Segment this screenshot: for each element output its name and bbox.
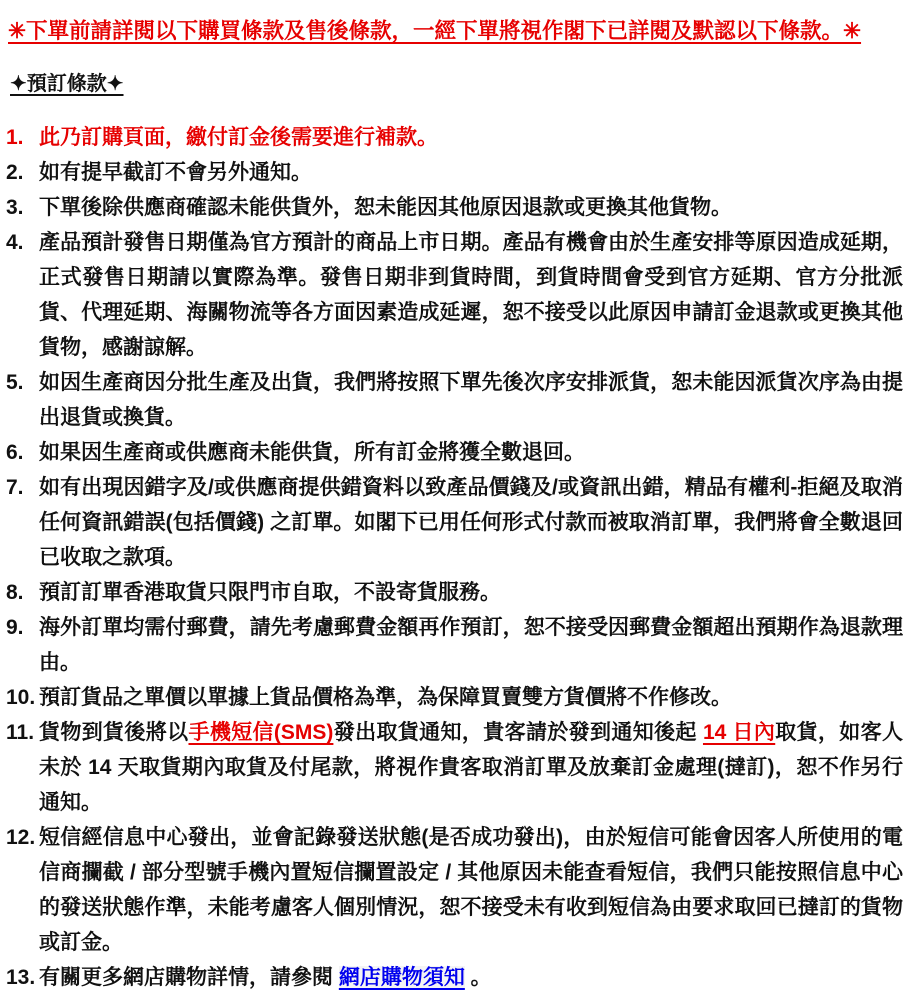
term-number: 1. xyxy=(6,126,24,149)
preorder-terms-title: ✦預訂條款✦ xyxy=(10,73,124,95)
term-text-segment: 產品預計發售日期僅為官方預計的商品上市日期。產品有機會由於生產安排等原因造成延期，正式發售日期請以實際為準。發售日期非到貨時間，到貨時間會受到官方延期、官方分批派貨、代理延期、海關物流等各方面因素造成延遲，恕不接受以此原因申請訂金退款或更換其他貨物，感謝諒解。 xyxy=(39,231,903,359)
term-number: 8. xyxy=(6,581,24,604)
term-text xyxy=(39,820,905,960)
term-item xyxy=(6,190,905,225)
term-text-segment: 預訂貨品之單價以單據上貨品價格為準，為保障買賣雙方貨價將不作修改。 xyxy=(39,686,732,709)
term-item xyxy=(6,470,905,575)
term-number: 10. xyxy=(6,686,36,709)
term-text-segment: 如有提早截訂不會另外通知。 xyxy=(39,161,312,184)
terms-document xyxy=(6,16,905,995)
term-item xyxy=(6,820,905,960)
term-text xyxy=(39,960,905,995)
term-number: 6. xyxy=(6,441,24,464)
term-text-segment: 如有出現因錯字及/或供應商提供錯資料以致產品價錢及/或資訊出錯，精品有權利-拒絕及取消任何資訊錯誤(包括價錢) 之訂單。如閣下已用任何形式付款而被取消訂單，我們將會全數退回已收取之款項。 xyxy=(39,476,903,569)
term-number: 2. xyxy=(6,161,24,184)
term-text-segment: 貨物到貨後將以 xyxy=(39,721,189,744)
term-item xyxy=(6,960,905,995)
deposit-notice-text: 此乃訂購頁面，繳付訂金後需要進行補款。 xyxy=(39,126,438,149)
term-number: 3. xyxy=(6,196,24,219)
term-number: 9. xyxy=(6,616,24,639)
term-item xyxy=(6,610,905,680)
term-text-segment: 如果因生產商或供應商未能供貨，所有訂金將獲全數退回。 xyxy=(39,441,585,464)
term-item xyxy=(6,435,905,470)
term-item xyxy=(6,575,905,610)
term-text xyxy=(39,470,905,575)
term-text xyxy=(39,680,905,715)
term-text xyxy=(39,575,905,610)
term-text xyxy=(39,190,905,225)
term-text xyxy=(39,715,905,820)
term-text xyxy=(39,365,905,435)
sms-highlight: 手機短信(SMS) xyxy=(188,721,334,744)
purchase-notice-header: ✳下單前請詳閱以下購買條款及售後條款，一經下單將視作閣下已詳閱及默認以下條款。✳ xyxy=(8,19,862,43)
term-number: 7. xyxy=(6,476,24,499)
term-number: 4. xyxy=(6,231,24,254)
term-text-segment: 發出取貨通知，貴客請於發到通知後起 xyxy=(333,721,703,744)
term-number: 11. xyxy=(6,721,35,744)
term-text xyxy=(39,435,905,470)
terms-list xyxy=(6,120,905,995)
shop-guide-link[interactable]: 網店購物須知 xyxy=(338,966,465,989)
term-text xyxy=(39,155,905,190)
term-number: 12. xyxy=(6,826,36,849)
term-text-segment: 。 xyxy=(464,966,492,989)
term-item xyxy=(6,155,905,190)
term-text-segment: 有關更多網店購物詳情，請參閱 xyxy=(39,966,339,989)
term-text xyxy=(39,610,905,680)
term-text xyxy=(39,225,905,365)
term-text-segment: 如因生產商因分批生產及出貨，我們將按照下單先後次序安排派貨，恕未能因派貨次序為由提出退貨或換貨。 xyxy=(39,371,903,429)
term-text-segment: 短信經信息中心發出，並會記錄發送狀態(是否成功發出)，由於短信可能會因客人所使用的電信商攔截 / 部分型號手機內置短信攔置設定 / 其他原因未能查看短信，我們只能按照信息中心的發送狀態作準，未能考慮客人個別情況，恕不接受未有收到短信為由要求取回已撻訂的貨物或訂金。 xyxy=(39,826,903,954)
term-number: 13. xyxy=(6,966,36,989)
term-text-segment: 海外訂單均需付郵費，請先考慮郵費金額再作預訂，恕不接受因郵費金額超出預期作為退款理由。 xyxy=(39,616,903,674)
term-item xyxy=(6,225,905,365)
term-number: 5. xyxy=(6,371,24,394)
term-text-segment: 下單後除供應商確認未能供貨外，恕未能因其他原因退款或更換其他貨物。 xyxy=(39,196,732,219)
term-item xyxy=(6,120,905,155)
term-item xyxy=(6,715,905,820)
term-text-segment: 預訂訂單香港取貨只限門市自取，不設寄貨服務。 xyxy=(39,581,501,604)
term-item xyxy=(6,365,905,435)
term-text xyxy=(39,120,905,155)
pickup-deadline-highlight: 14 日內 xyxy=(702,721,776,744)
term-item xyxy=(6,680,905,715)
term-text-segment: 取貨，如客人未於 14 天取貨期內取貨及付尾款，將視作貴客取消訂單及放棄訂金處理(撻訂)，恕不作另行通知。 xyxy=(39,721,904,814)
